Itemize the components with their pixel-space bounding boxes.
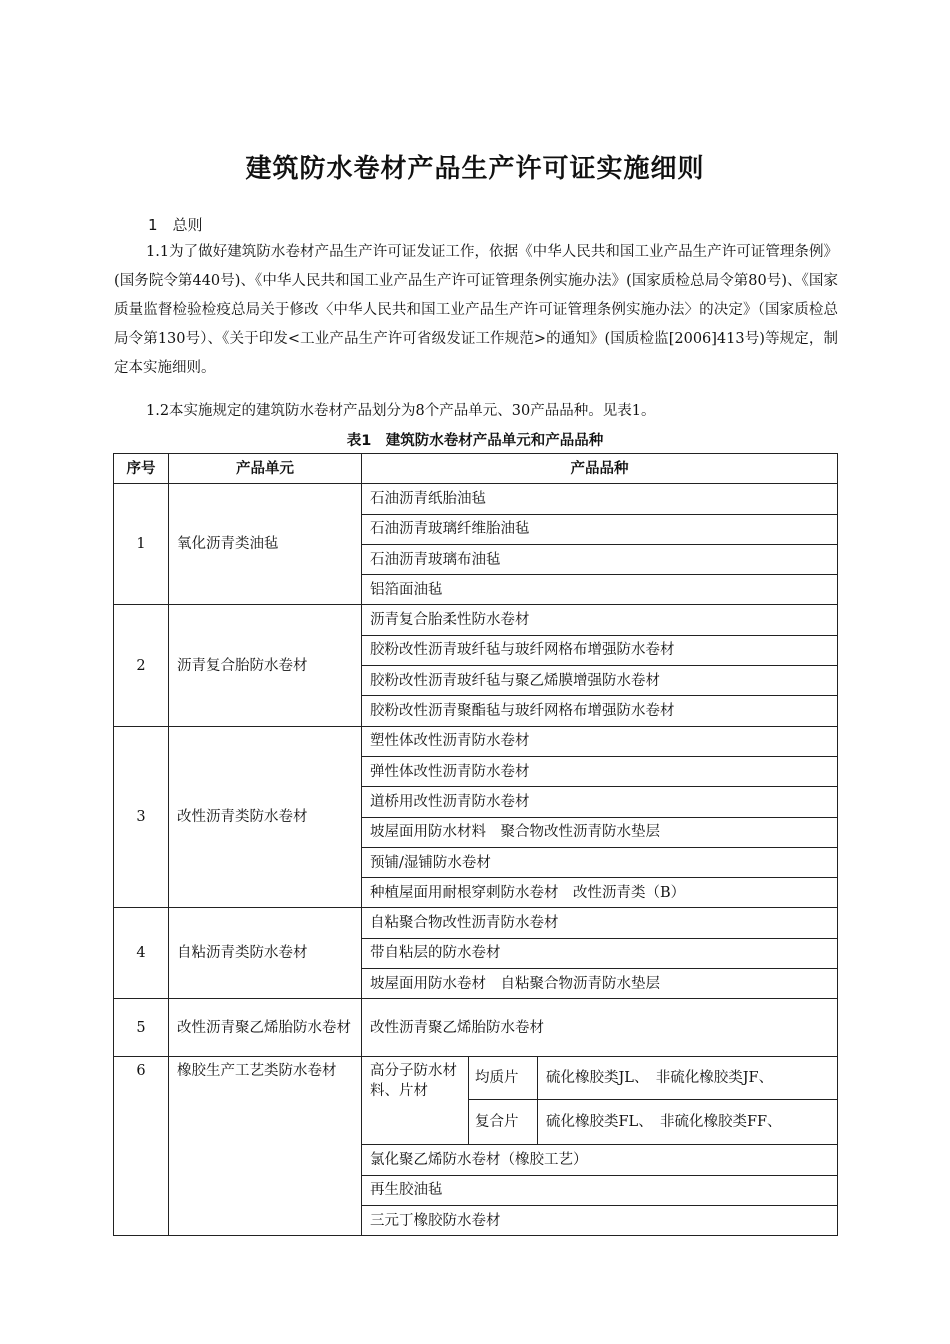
table-row [114, 908, 838, 938]
table-caption: 表1 建筑防水卷材产品单元和产品品种 [346, 433, 604, 449]
variety-cell: 改性沥青聚乙烯胎防水卷材 [362, 999, 838, 1057]
unit-no: 4 [114, 908, 169, 999]
sub-value-cell: 硫化橡胶类JL、 非硫化橡胶类JF、 [538, 1057, 838, 1100]
paragraph-1-1: 1.1为了做好建筑防水卷材产品生产许可证发证工作，依据《中华人民共和国工业产品生产许可证管理条例》(国务院令第440号)、《中华人民共和国工业产品生产许可证管理条例实施办法》(国家质检总局令第80号)、《国家质量监督检验检疫总局关于修改〈中华人民共和国工业产品生产许可证管理条例实施办法〉的决定》（国家质检总局令第130号）、《关于印发<工业产品生产许可省级发证工作规范>的通知》(国质检监[2006]413号)等规定，制定本实施细则。 [114, 244, 838, 376]
header-variety: 产品品种 [362, 454, 838, 484]
unit-no: 1 [114, 484, 169, 605]
sub-kind-cell: 均质片 [469, 1057, 538, 1100]
unit-name: 橡胶生产工艺类防水卷材 [169, 1057, 362, 1236]
unit-no: 6 [114, 1057, 169, 1236]
variety-cell: 自粘聚合物改性沥青防水卷材 [362, 908, 838, 938]
variety-cell: 胶粉改性沥青聚酯毡与玻纤网格布增强防水卷材 [362, 696, 838, 726]
variety-cell: 石油沥青玻璃纤维胎油毡 [362, 514, 838, 544]
document-title: 建筑防水卷材产品生产许可证实施细则 [245, 154, 705, 184]
unit-no: 3 [114, 726, 169, 908]
table-row [114, 726, 838, 756]
variety-cell: 再生胶油毡 [362, 1175, 838, 1205]
header-no: 序号 [114, 454, 169, 484]
table-header-row [114, 454, 838, 484]
unit-name: 氧化沥青类油毡 [169, 484, 362, 605]
table-row [114, 1057, 838, 1100]
sub-group-cell: 高分子防水材料、片材 [362, 1057, 469, 1145]
variety-cell: 带自粘层的防水卷材 [362, 938, 838, 968]
sub-kind-cell: 复合片 [469, 1100, 538, 1145]
variety-cell: 坡屋面用防水材料 聚合物改性沥青防水垫层 [362, 817, 838, 847]
table-row [114, 484, 838, 514]
variety-cell: 沥青复合胎柔性防水卷材 [362, 605, 838, 635]
variety-cell: 坡屋面用防水卷材 自粘聚合物沥青防水垫层 [362, 969, 838, 999]
unit-name: 改性沥青聚乙烯胎防水卷材 [169, 999, 362, 1057]
header-unit: 产品单元 [169, 454, 362, 484]
variety-cell: 铝箔面油毡 [362, 575, 838, 605]
product-table [113, 453, 838, 1236]
unit-no: 5 [114, 999, 169, 1057]
variety-cell: 弹性体改性沥青防水卷材 [362, 756, 838, 786]
variety-cell: 石油沥青玻璃布油毡 [362, 544, 838, 574]
table-row [114, 605, 838, 635]
variety-cell: 道桥用改性沥青防水卷材 [362, 787, 838, 817]
unit-name: 自粘沥青类防水卷材 [169, 908, 362, 999]
unit-no: 2 [114, 605, 169, 726]
table-row [114, 999, 838, 1057]
variety-cell: 胶粉改性沥青玻纤毡与玻纤网格布增强防水卷材 [362, 635, 838, 665]
variety-cell: 石油沥青纸胎油毡 [362, 484, 838, 514]
variety-cell: 种植屋面用耐根穿刺防水卷材 改性沥青类（B） [362, 878, 838, 908]
variety-cell: 三元丁橡胶防水卷材 [362, 1205, 838, 1235]
section-heading: 1 总则 [148, 216, 203, 234]
sub-value-cell: 硫化橡胶类FL、 非硫化橡胶类FF、 [538, 1100, 838, 1145]
variety-cell: 塑性体改性沥青防水卷材 [362, 726, 838, 756]
variety-cell: 预铺/湿铺防水卷材 [362, 847, 838, 877]
variety-cell: 胶粉改性沥青玻纤毡与聚乙烯膜增强防水卷材 [362, 666, 838, 696]
unit-name: 改性沥青类防水卷材 [169, 726, 362, 908]
variety-cell: 氯化聚乙烯防水卷材（橡胶工艺） [362, 1145, 838, 1175]
paragraph-1-2: 1.2本实施规定的建筑防水卷材产品划分为8个产品单元、30产品品种。见表1。 [146, 403, 656, 419]
unit-name: 沥青复合胎防水卷材 [169, 605, 362, 726]
